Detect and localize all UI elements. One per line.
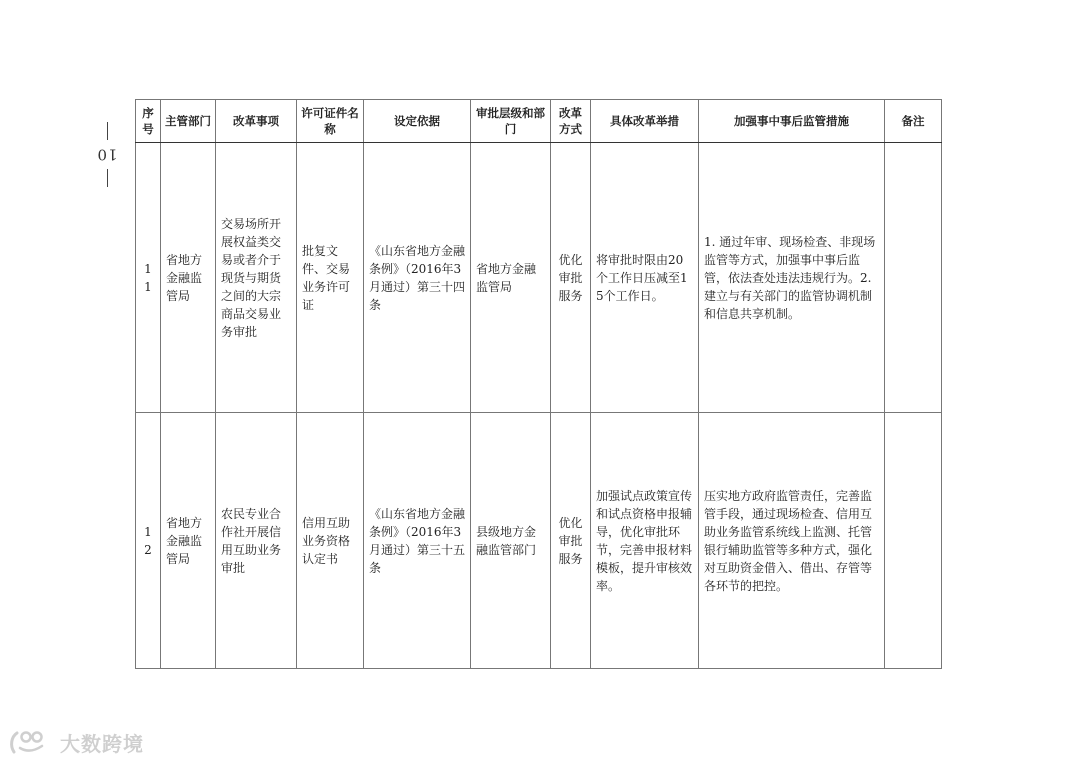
page-number — [96, 118, 118, 191]
cell-no: 12 — [136, 413, 161, 669]
header-cell: 加强事中事后监管措施 — [699, 100, 885, 143]
page-number-text: 10 — [96, 145, 118, 164]
cell-department: 省地方金融监管局 — [161, 143, 216, 413]
cell-item: 交易场所开展权益类交易或者介于现货与期货之间的大宗商品交易业务审批 — [216, 143, 297, 413]
cell-measures: 加强试点政策宣传和试点资格申报辅导，优化审批环节，完善申报材料模板，提升审核效率。 — [591, 413, 699, 669]
page-number-dash-top — [107, 122, 108, 140]
header-cell: 主管部门 — [161, 100, 216, 143]
watermark — [8, 726, 144, 758]
table-row — [136, 413, 942, 669]
cell-license: 信用互助业务资格认定书 — [297, 413, 364, 669]
cell-supervision: 压实地方政府监管责任，完善监管手段，通过现场检查、信用互助业务监管系统线上监测、托管银行辅助监管等多种方式，强化对互助资金借入、借出、存管等各环节的把控。 — [699, 413, 885, 669]
header-cell: 改革事项 — [216, 100, 297, 143]
cell-level: 省地方金融监管局 — [471, 143, 551, 413]
header-cell: 改革方式 — [551, 100, 591, 143]
cell-remark — [885, 143, 942, 413]
cell-basis: 《山东省地方金融条例》（2016年3月通过）第三十五条 — [364, 413, 471, 669]
cell-no: 11 — [136, 143, 161, 413]
header-cell: 设定依据 — [364, 100, 471, 143]
cell-level: 县级地方金融监管部门 — [471, 413, 551, 669]
cell-department: 省地方金融监管局 — [161, 413, 216, 669]
cell-item: 农民专业合作社开展信用互助业务审批 — [216, 413, 297, 669]
table-header-row — [136, 100, 942, 143]
watermark-text: 大数跨境 — [60, 731, 144, 756]
cell-method: 优化审批服务 — [551, 413, 591, 669]
reform-table — [135, 99, 942, 669]
header-cell: 许可证件名称 — [297, 100, 364, 143]
header-cell: 序号 — [136, 100, 161, 143]
cell-method: 优化审批服务 — [551, 143, 591, 413]
table-row — [136, 143, 942, 413]
header-cell: 审批层级和部门 — [471, 100, 551, 143]
cell-license: 批复文件、交易业务许可证 — [297, 143, 364, 413]
header-cell: 具体改革举措 — [591, 100, 699, 143]
cell-supervision: 1. 通过年审、现场检查、非现场监管等方式，加强事中事后监管，依法查处违法违规行为。2. 建立与有关部门的监管协调机制和信息共享机制。 — [699, 143, 885, 413]
cell-remark — [885, 413, 942, 669]
page-number-dash-bottom — [107, 169, 108, 187]
header-cell: 备注 — [885, 100, 942, 143]
cell-measures: 将审批时限由20个工作日压减至15个工作日。 — [591, 143, 699, 413]
watermark-logo-icon — [8, 728, 54, 756]
cell-basis: 《山东省地方金融条例》（2016年3月通过）第三十四条 — [364, 143, 471, 413]
